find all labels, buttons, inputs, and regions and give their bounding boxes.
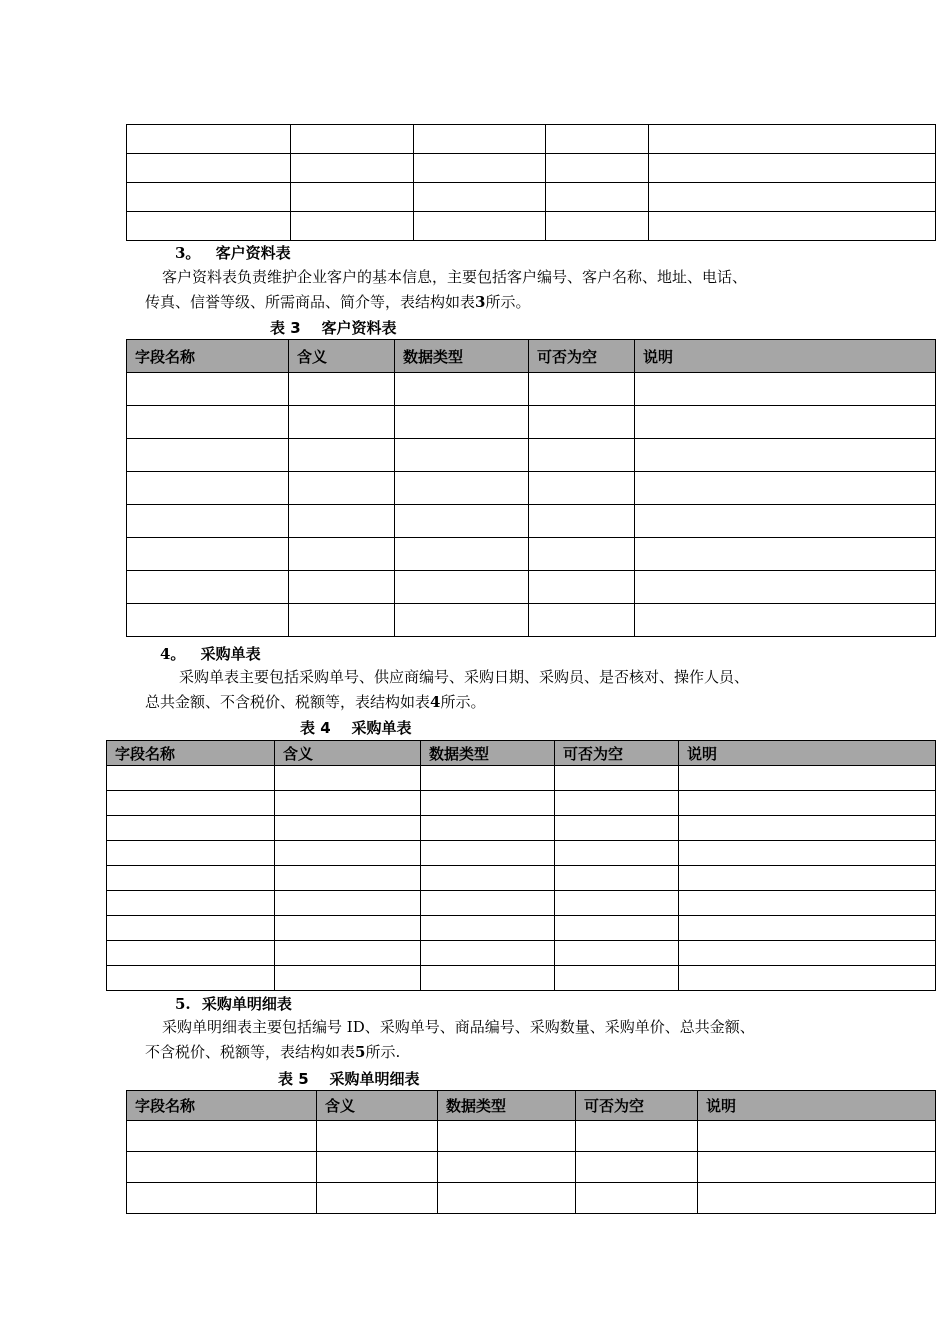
section-5-line-2-end: 所示.: [365, 1043, 401, 1061]
table-cell: [421, 816, 555, 841]
table-cell: [317, 1183, 438, 1214]
table-cell: [289, 439, 395, 472]
table-cell: [421, 766, 555, 791]
table-cell: [317, 1152, 438, 1183]
table-3-caption: 表 3 客户资料表: [270, 319, 397, 337]
col-field-name: 字段名称: [127, 340, 289, 373]
table-cell: [555, 791, 679, 816]
section-5-paragraph: [145, 1015, 755, 1065]
table-cell: [395, 571, 529, 604]
section-3-title: 客户资料表: [215, 244, 291, 262]
table-cell: [635, 406, 936, 439]
table-5-body: [127, 1121, 936, 1214]
table-cell: [529, 373, 635, 406]
table-cell: [555, 866, 679, 891]
table-ref-4: 4: [430, 693, 441, 711]
table-cell: [127, 183, 291, 212]
table-row: [127, 472, 936, 505]
table-cell: [127, 212, 291, 241]
section-3-line-1: 客户资料表负责维护企业客户的基本信息，主要包括客户编号、客户名称、地址、电话、: [162, 268, 748, 286]
section-5-number: 5.: [175, 995, 191, 1013]
table-cell: [649, 125, 936, 154]
table-4-caption: 表 4 采购单表: [300, 719, 412, 737]
section-5-title: 采购单明细表: [201, 995, 292, 1013]
table-4-body: [107, 766, 936, 991]
table-2-body: [127, 125, 936, 241]
table-5-purchase-order-detail: [126, 1090, 936, 1214]
table-cell: [127, 604, 289, 637]
table-cell: [275, 791, 421, 816]
table-row: [127, 1152, 936, 1183]
table-cell: [127, 125, 291, 154]
table-cell: [698, 1152, 936, 1183]
table-cell: [635, 373, 936, 406]
section-3-paragraph: [145, 265, 747, 315]
col-field-name: 字段名称: [107, 741, 275, 766]
table-cell: [291, 154, 414, 183]
table-cell: [555, 916, 679, 941]
table-cell: [438, 1121, 576, 1152]
col-description: 说明: [679, 741, 936, 766]
table-cell: [555, 941, 679, 966]
table-cell: [576, 1121, 698, 1152]
table-5-caption: 表 5 采购单明细表: [278, 1070, 420, 1088]
table-cell: [421, 966, 555, 991]
table-cell: [127, 505, 289, 538]
table-row: [107, 816, 936, 841]
section-4-paragraph: [145, 665, 749, 715]
table-row: [127, 1121, 936, 1152]
table-row: [127, 571, 936, 604]
section-4-number: 4。: [160, 645, 186, 663]
section-3-number: 3。: [175, 244, 201, 262]
table-row: [107, 766, 936, 791]
table-cell: [275, 966, 421, 991]
table-cell: [555, 966, 679, 991]
table-cell: [414, 154, 546, 183]
table-cell: [421, 791, 555, 816]
table-row: [107, 966, 936, 991]
table-cell: [555, 841, 679, 866]
table-cell: [414, 212, 546, 241]
table-cell: [395, 505, 529, 538]
table-3-body: [127, 373, 936, 637]
table-cell: [698, 1121, 936, 1152]
section-5-line-2: [145, 1040, 755, 1065]
table-cell: [421, 841, 555, 866]
table-cell: [107, 866, 275, 891]
table-cell: [529, 571, 635, 604]
col-data-type: 数据类型: [395, 340, 529, 373]
col-meaning: 含义: [275, 741, 421, 766]
section-3-line-2-text: 传真、信誉等级、所需商品、简介等，表结构如表: [145, 293, 476, 311]
table-cell: [107, 916, 275, 941]
table-cell: [679, 866, 936, 891]
table-row: [127, 1183, 936, 1214]
table-cell: [127, 1183, 317, 1214]
table-cell: [679, 766, 936, 791]
col-data-type: 数据类型: [421, 741, 555, 766]
table-cell: [649, 212, 936, 241]
table-row: [107, 941, 936, 966]
table-cell: [679, 841, 936, 866]
section-5-heading: [175, 993, 292, 1014]
table-cell: [107, 816, 275, 841]
table-cell: [275, 866, 421, 891]
table-cell: [414, 125, 546, 154]
table-cell: [275, 841, 421, 866]
section-4-line-2: [145, 690, 749, 715]
table-cell: [395, 472, 529, 505]
table-cell: [289, 571, 395, 604]
section-4-line-2-end: 所示。: [440, 693, 486, 711]
table-cell: [414, 183, 546, 212]
table-cell: [289, 472, 395, 505]
table-cell: [127, 1152, 317, 1183]
table-cell: [107, 966, 275, 991]
table-cell: [127, 439, 289, 472]
section-3-heading: [175, 242, 291, 263]
table-cell: [546, 183, 649, 212]
table-cell: [395, 406, 529, 439]
table-cell: [546, 212, 649, 241]
table-cell: [576, 1152, 698, 1183]
section-4-heading: [160, 643, 261, 664]
table-cell: [635, 439, 936, 472]
table-cell: [127, 1121, 317, 1152]
table-cell: [127, 472, 289, 505]
table-cell: [275, 766, 421, 791]
table-row: [127, 505, 936, 538]
table-cell: [275, 941, 421, 966]
table-cell: [421, 891, 555, 916]
table-cell: [107, 766, 275, 791]
col-description: 说明: [698, 1091, 936, 1121]
table-cell: [291, 212, 414, 241]
table-cell: [395, 538, 529, 571]
table-cell: [421, 866, 555, 891]
table-row: [107, 866, 936, 891]
table-cell: [275, 891, 421, 916]
section-3-line-2: [145, 290, 747, 315]
table-cell: [649, 154, 936, 183]
table-cell: [421, 941, 555, 966]
table-cell: [546, 154, 649, 183]
table-cell: [679, 966, 936, 991]
table-cell: [107, 941, 275, 966]
table-row: [127, 154, 936, 183]
table-cell: [107, 791, 275, 816]
table-cell: [529, 406, 635, 439]
table-cell: [529, 538, 635, 571]
table-row: [127, 373, 936, 406]
table-cell: [438, 1183, 576, 1214]
table-cell: [289, 373, 395, 406]
table-row: [107, 841, 936, 866]
table-cell: [635, 538, 936, 571]
section-5-line-1: 采购单明细表主要包括编号 ID、采购单号、商品编号、采购数量、采购单价、总共金额、: [162, 1018, 755, 1036]
table-cell: [529, 604, 635, 637]
table-cell: [555, 891, 679, 916]
col-meaning: 含义: [289, 340, 395, 373]
section-4-line-2-text: 总共金额、不含税价、税额等，表结构如表: [145, 693, 431, 711]
table-cell: [395, 604, 529, 637]
table-cell: [289, 538, 395, 571]
table-cell: [529, 439, 635, 472]
col-nullable: 可否为空: [555, 741, 679, 766]
table-cell: [529, 505, 635, 538]
col-field-name: 字段名称: [127, 1091, 317, 1121]
table-cell: [289, 505, 395, 538]
table-row: [127, 538, 936, 571]
table-cell: [421, 916, 555, 941]
table-cell: [555, 766, 679, 791]
table-cell: [555, 816, 679, 841]
table-cell: [289, 604, 395, 637]
table-cell: [635, 604, 936, 637]
table-ref-3: 3: [475, 293, 486, 311]
table-row: [127, 604, 936, 637]
table-cell: [275, 816, 421, 841]
table-cell: [127, 571, 289, 604]
table-cell: [127, 154, 291, 183]
table-row: [107, 916, 936, 941]
table-cell: [649, 183, 936, 212]
table-row: [127, 212, 936, 241]
table-cell: [679, 891, 936, 916]
table-cell: [438, 1152, 576, 1183]
table-row: [127, 439, 936, 472]
table-cell: [679, 916, 936, 941]
table-3-customer: [126, 339, 936, 637]
section-5-line-2-text: 不含税价、税额等，表结构如表: [145, 1043, 356, 1061]
table-cell: [635, 505, 936, 538]
table-cell: [679, 816, 936, 841]
table-cell: [127, 538, 289, 571]
table-cell: [275, 916, 421, 941]
col-description: 说明: [635, 340, 936, 373]
section-4-title: 采购单表: [200, 645, 261, 663]
section-3-line-2-end: 所示。: [485, 293, 531, 311]
table-cell: [289, 406, 395, 439]
table-row: [107, 791, 936, 816]
table-cell: [107, 841, 275, 866]
table-cell: [635, 472, 936, 505]
table-cell: [395, 373, 529, 406]
table-cell: [546, 125, 649, 154]
table-cell: [679, 941, 936, 966]
table-cell: [127, 373, 289, 406]
table-cell: [679, 791, 936, 816]
table-ref-5: 5: [355, 1043, 366, 1061]
table-row: [127, 183, 936, 212]
section-4-line-1: 采购单表主要包括采购单号、供应商编号、采购日期、采购员、是否核对、操作人员、: [179, 668, 750, 686]
table-row: [127, 125, 936, 154]
table-cell: [635, 571, 936, 604]
table-cell: [576, 1183, 698, 1214]
table-cell: [395, 439, 529, 472]
table-row: [107, 891, 936, 916]
table-cell: [317, 1121, 438, 1152]
table-cell: [127, 406, 289, 439]
table-cell: [291, 183, 414, 212]
table-cell: [107, 891, 275, 916]
col-nullable: 可否为空: [529, 340, 635, 373]
col-meaning: 含义: [317, 1091, 438, 1121]
table-cell: [698, 1183, 936, 1214]
table-cell: [291, 125, 414, 154]
table-row: [127, 406, 936, 439]
table-4-purchase-order: [106, 740, 936, 991]
table-cell: [529, 472, 635, 505]
table-2-tail: [126, 124, 936, 241]
col-data-type: 数据类型: [438, 1091, 576, 1121]
col-nullable: 可否为空: [576, 1091, 698, 1121]
